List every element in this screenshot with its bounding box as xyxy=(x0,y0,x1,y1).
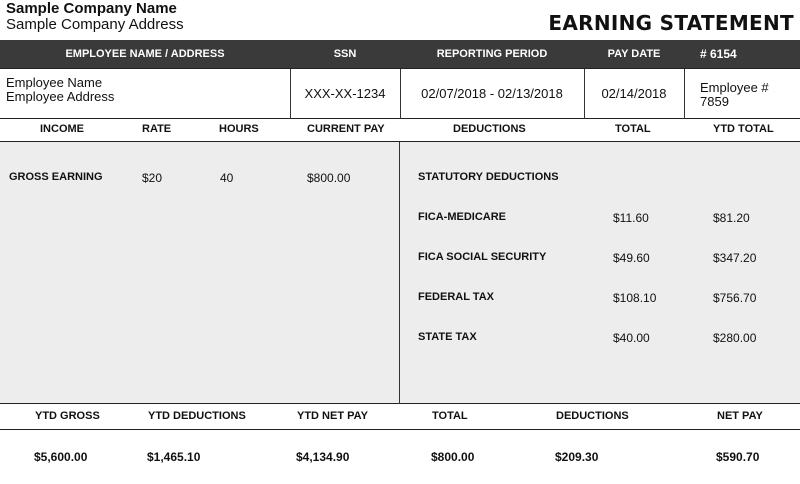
summary-total: $800.00 xyxy=(431,450,475,464)
summary-ytd-net: $4,134.90 xyxy=(296,450,350,464)
info-row xyxy=(0,68,800,119)
summary-values-row xyxy=(0,430,800,484)
gross-earning-rate: $20 xyxy=(142,171,163,185)
employee-number-label: Employee # xyxy=(700,80,769,95)
info-header-row xyxy=(0,40,800,68)
employee-name: Employee Name xyxy=(6,75,103,90)
deduction-ytd: $81.20 xyxy=(713,211,750,225)
employee-address: Employee Address xyxy=(6,89,115,104)
deduction-ytd: $347.20 xyxy=(713,251,757,265)
statutory-deductions-label: STATUTORY DEDUCTIONS xyxy=(418,171,559,183)
col-current-pay: CURRENT PAY xyxy=(307,123,385,135)
period-value: 02/07/2018 - 02/13/2018 xyxy=(421,86,563,101)
deduction-label: FEDERAL TAX xyxy=(418,291,494,303)
company-name: Sample Company Name xyxy=(6,0,177,17)
deduction-ytd: $280.00 xyxy=(713,331,757,345)
deduction-total: $49.60 xyxy=(613,251,650,265)
gross-earning-hours: 40 xyxy=(220,171,234,185)
company-address: Sample Company Address xyxy=(6,16,184,33)
ssn-value: XXX-XX-1234 xyxy=(304,86,386,101)
header-period: REPORTING PERIOD xyxy=(436,48,548,60)
deduction-total: $108.10 xyxy=(613,291,657,305)
statement-body xyxy=(0,141,800,404)
employee-number: 7859 xyxy=(700,94,729,109)
col-rate: RATE xyxy=(142,123,172,135)
col-ytd-total: YTD TOTAL xyxy=(713,123,774,135)
summary-header-row xyxy=(0,404,800,430)
summary-ytd-deductions: $1,465.10 xyxy=(147,450,201,464)
summary-total-label: TOTAL xyxy=(432,410,468,422)
deduction-label: STATE TAX xyxy=(418,331,477,343)
gross-earning-label: GROSS EARNING xyxy=(9,171,103,183)
header-statement-number: # 6154 xyxy=(700,47,737,61)
document-title: EARNING STATEMENT xyxy=(548,11,794,35)
deduction-ytd: $756.70 xyxy=(713,291,757,305)
column-header-row xyxy=(0,119,800,141)
header-employee: EMPLOYEE NAME / ADDRESS xyxy=(65,48,225,60)
paydate-value: 02/14/2018 xyxy=(601,86,667,101)
header-ssn: SSN xyxy=(333,48,357,60)
summary-net-pay: $590.70 xyxy=(716,450,760,464)
col-income: INCOME xyxy=(40,123,84,135)
summary-ytd-deductions-label: YTD DEDUCTIONS xyxy=(148,410,246,422)
summary-ytd-gross: $5,600.00 xyxy=(34,450,88,464)
gross-earning-current-pay: $800.00 xyxy=(307,171,351,185)
header-paydate: PAY DATE xyxy=(607,48,661,60)
summary-deductions-label: DEDUCTIONS xyxy=(556,410,629,422)
col-hours: HOURS xyxy=(219,123,259,135)
summary-ytd-net-label: YTD NET PAY xyxy=(297,410,368,422)
deduction-label: FICA-MEDICARE xyxy=(418,211,506,223)
summary-deductions: $209.30 xyxy=(555,450,599,464)
summary-net-pay-label: NET PAY xyxy=(717,410,763,422)
col-total: TOTAL xyxy=(615,123,651,135)
deduction-label: FICA SOCIAL SECURITY xyxy=(418,251,547,263)
summary-ytd-gross-label: YTD GROSS xyxy=(35,410,100,422)
deduction-total: $11.60 xyxy=(613,211,649,225)
deduction-total: $40.00 xyxy=(613,331,650,345)
col-deductions: DEDUCTIONS xyxy=(453,123,526,135)
